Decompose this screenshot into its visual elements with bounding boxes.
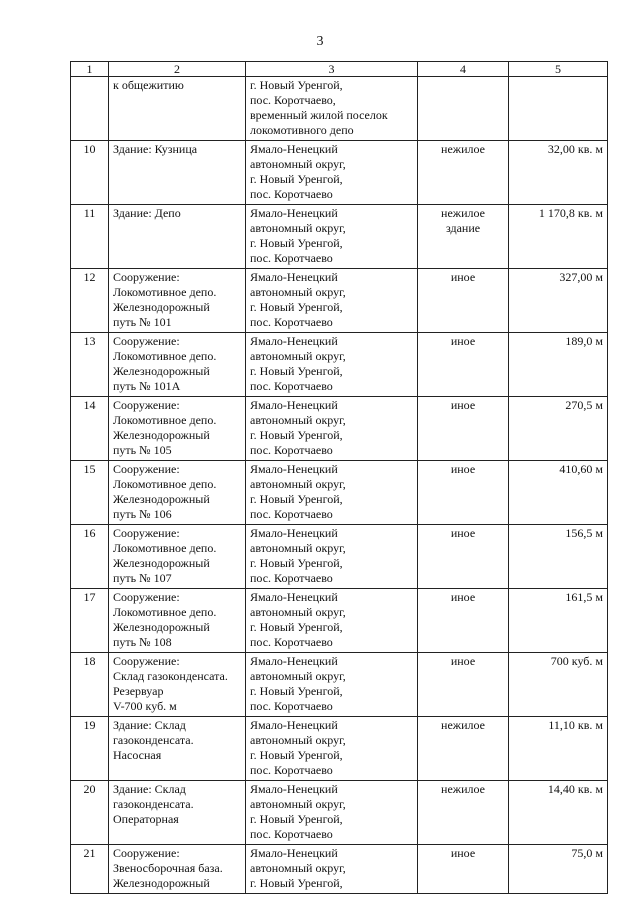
row-number-cell: 13	[71, 333, 109, 397]
table-body	[71, 77, 608, 894]
address-line: Ямало-Ненецкий	[250, 398, 338, 412]
address-line: автономный округ,	[250, 733, 346, 747]
address-line: г. Новый Уренгой,	[250, 300, 343, 314]
column-header: 5	[509, 62, 608, 77]
object-name-line: Сооружение:	[113, 526, 180, 540]
purpose-cell	[418, 845, 509, 894]
address-cell	[246, 397, 418, 461]
object-name-line: путь № 101	[113, 315, 172, 329]
purpose-cell	[418, 653, 509, 717]
row-number-cell: 21	[71, 845, 109, 894]
row-number-cell: 20	[71, 781, 109, 845]
object-name-line: V-700 куб. м	[113, 699, 177, 713]
purpose-line: нежилое	[441, 782, 485, 796]
address-line: пос. Коротчаево	[250, 507, 333, 521]
address-line: Ямало-Ненецкий	[250, 782, 338, 796]
address-line: пос. Коротчаево	[250, 379, 333, 393]
object-name-line: Сооружение:	[113, 846, 180, 860]
address-line: г. Новый Уренгой,	[250, 492, 343, 506]
object-name-cell	[109, 269, 246, 333]
address-line: г. Новый Уренгой,	[250, 620, 343, 634]
row-number-cell: 18	[71, 653, 109, 717]
address-line: пос. Коротчаево	[250, 315, 333, 329]
table-row	[71, 141, 608, 205]
row-number-cell: 16	[71, 525, 109, 589]
column-header: 1	[71, 62, 109, 77]
table-row	[71, 397, 608, 461]
object-name-line: Железнодорожный	[113, 300, 210, 314]
address-line: пос. Коротчаево	[250, 251, 333, 265]
object-name-line: путь № 105	[113, 443, 172, 457]
object-name-cell	[109, 141, 246, 205]
purpose-cell	[418, 77, 509, 141]
object-name-line: Локомотивное депо.	[113, 477, 217, 491]
area-cell	[509, 77, 608, 141]
purpose-cell	[418, 269, 509, 333]
address-line: автономный округ,	[250, 605, 346, 619]
area-cell: 32,00 кв. м	[509, 141, 608, 205]
purpose-line: нежилое	[441, 206, 485, 220]
object-name-line: путь № 108	[113, 635, 172, 649]
purpose-cell	[418, 333, 509, 397]
object-name-line: Локомотивное депо.	[113, 541, 217, 555]
address-line: автономный округ,	[250, 477, 346, 491]
object-name-cell	[109, 205, 246, 269]
object-name-line: Звеносборочная база.	[113, 861, 223, 875]
purpose-line: иное	[450, 526, 476, 540]
row-number-cell: 19	[71, 717, 109, 781]
table-row	[71, 205, 608, 269]
address-line: г. Новый Уренгой,	[250, 364, 343, 378]
address-line: автономный округ,	[250, 349, 346, 363]
address-line: г. Новый Уренгой,	[250, 556, 343, 570]
address-line: Ямало-Ненецкий	[250, 526, 338, 540]
address-line: Ямало-Ненецкий	[250, 206, 338, 220]
object-name-cell	[109, 781, 246, 845]
table-row	[71, 461, 608, 525]
purpose-cell	[418, 461, 509, 525]
address-cell	[246, 717, 418, 781]
purpose-line: иное	[450, 846, 476, 860]
purpose-cell	[418, 525, 509, 589]
address-cell	[246, 653, 418, 717]
purpose-line: иное	[450, 334, 476, 348]
object-name-line: Операторная	[113, 812, 179, 826]
address-line: г. Новый Уренгой,	[250, 812, 343, 826]
table-row	[71, 717, 608, 781]
address-line: пос. Коротчаево,	[250, 93, 336, 107]
address-line: Ямало-Ненецкий	[250, 142, 338, 156]
object-name-cell	[109, 845, 246, 894]
address-line: пос. Коротчаево	[250, 187, 333, 201]
address-line: Ямало-Ненецкий	[250, 270, 338, 284]
purpose-cell	[418, 141, 509, 205]
address-cell	[246, 525, 418, 589]
row-number-cell: 11	[71, 205, 109, 269]
object-name-line: Здание: Депо	[113, 206, 181, 220]
address-line: Ямало-Ненецкий	[250, 334, 338, 348]
object-name-line: Сооружение:	[113, 270, 180, 284]
object-name-cell	[109, 77, 246, 141]
purpose-line: иное	[450, 462, 476, 476]
area-cell: 189,0 м	[509, 333, 608, 397]
object-name-line: Железнодорожный	[113, 556, 210, 570]
object-name-line: Здание: Кузница	[113, 142, 198, 156]
column-header: 4	[418, 62, 509, 77]
address-line: локомотивного депо	[250, 123, 354, 137]
address-line: автономный округ,	[250, 541, 346, 555]
object-name-line: к общежитию	[113, 78, 184, 92]
purpose-cell	[418, 589, 509, 653]
object-name-line: Насосная	[113, 748, 162, 762]
address-cell	[246, 333, 418, 397]
table-row	[71, 269, 608, 333]
address-line: г. Новый Уренгой,	[250, 684, 343, 698]
object-name-line: Железнодорожный	[113, 492, 210, 506]
object-name-cell	[109, 653, 246, 717]
object-name-line: Локомотивное депо.	[113, 413, 217, 427]
object-name-line: Локомотивное депо.	[113, 285, 217, 299]
row-number-cell: 14	[71, 397, 109, 461]
purpose-line: иное	[450, 270, 476, 284]
object-name-cell	[109, 461, 246, 525]
object-name-line: Железнодорожный	[113, 428, 210, 442]
column-header: 3	[246, 62, 418, 77]
address-line: Ямало-Ненецкий	[250, 654, 338, 668]
address-cell	[246, 589, 418, 653]
object-name-line: Сооружение:	[113, 654, 180, 668]
object-name-line: Железнодорожный	[113, 876, 210, 890]
address-cell	[246, 781, 418, 845]
address-cell	[246, 461, 418, 525]
address-line: автономный округ,	[250, 669, 346, 683]
object-name-line: газоконденсата.	[113, 733, 194, 747]
object-name-line: Железнодорожный	[113, 364, 210, 378]
address-line: г. Новый Уренгой,	[250, 172, 343, 186]
area-cell: 270,5 м	[509, 397, 608, 461]
object-name-line: Здание: Склад	[113, 782, 186, 796]
address-line: пос. Коротчаево	[250, 443, 333, 457]
address-line: Ямало-Ненецкий	[250, 718, 338, 732]
address-line: г. Новый Уренгой,	[250, 428, 343, 442]
table-row	[71, 525, 608, 589]
column-header: 2	[109, 62, 246, 77]
object-name-line: газоконденсата.	[113, 797, 194, 811]
address-line: г. Новый Уренгой,	[250, 236, 343, 250]
table-row	[71, 845, 608, 894]
address-line: автономный округ,	[250, 285, 346, 299]
table-row	[71, 77, 608, 141]
table-row	[71, 589, 608, 653]
address-cell	[246, 141, 418, 205]
purpose-cell	[418, 397, 509, 461]
row-number-cell: 15	[71, 461, 109, 525]
area-cell: 327,00 м	[509, 269, 608, 333]
table-row	[71, 781, 608, 845]
purpose-line: иное	[450, 590, 476, 604]
purpose-line: иное	[450, 398, 476, 412]
area-cell: 1 170,8 кв. м	[509, 205, 608, 269]
property-registry-table	[70, 61, 608, 894]
object-name-line: Склад газоконденсата.	[113, 669, 228, 683]
area-cell: 156,5 м	[509, 525, 608, 589]
object-name-line: Локомотивное депо.	[113, 605, 217, 619]
address-line: г. Новый Уренгой,	[250, 78, 343, 92]
table-row	[71, 333, 608, 397]
address-line: г. Новый Уренгой,	[250, 876, 343, 890]
object-name-cell	[109, 397, 246, 461]
area-cell: 14,40 кв. м	[509, 781, 608, 845]
address-line: автономный округ,	[250, 797, 346, 811]
address-line: пос. Коротчаево	[250, 571, 333, 585]
address-line: автономный округ,	[250, 221, 346, 235]
object-name-cell	[109, 333, 246, 397]
object-name-line: Сооружение:	[113, 334, 180, 348]
address-line: Ямало-Ненецкий	[250, 590, 338, 604]
address-cell	[246, 77, 418, 141]
area-cell: 161,5 м	[509, 589, 608, 653]
purpose-line: иное	[450, 654, 476, 668]
row-number-cell: 12	[71, 269, 109, 333]
address-line: автономный округ,	[250, 861, 346, 875]
object-name-line: Сооружение:	[113, 398, 180, 412]
object-name-line: Сооружение:	[113, 590, 180, 604]
address-line: Ямало-Ненецкий	[250, 462, 338, 476]
address-cell	[246, 269, 418, 333]
purpose-cell	[418, 717, 509, 781]
address-line: автономный округ,	[250, 413, 346, 427]
area-cell: 11,10 кв. м	[509, 717, 608, 781]
object-name-line: Локомотивное депо.	[113, 349, 217, 363]
area-cell: 75,0 м	[509, 845, 608, 894]
object-name-line: Сооружение:	[113, 462, 180, 476]
purpose-line: нежилое	[441, 142, 485, 156]
object-name-line: путь № 101А	[113, 379, 181, 393]
address-line: временный жилой поселок	[250, 108, 388, 122]
object-name-line: путь № 106	[113, 507, 172, 521]
address-line: пос. Коротчаево	[250, 699, 333, 713]
address-cell	[246, 205, 418, 269]
page-number: 3	[316, 34, 324, 49]
header-row	[71, 62, 608, 77]
address-line: автономный округ,	[250, 157, 346, 171]
purpose-cell	[418, 781, 509, 845]
object-name-cell	[109, 589, 246, 653]
object-name-line: Резервуар	[113, 684, 164, 698]
address-line: пос. Коротчаево	[250, 827, 333, 841]
row-number-cell: 17	[71, 589, 109, 653]
area-cell: 410,60 м	[509, 461, 608, 525]
object-name-line: путь № 107	[113, 571, 172, 585]
address-cell	[246, 845, 418, 894]
object-name-cell	[109, 525, 246, 589]
area-cell: 700 куб. м	[509, 653, 608, 717]
row-number-cell: 10	[71, 141, 109, 205]
purpose-line: нежилое	[441, 718, 485, 732]
purpose-line: здание	[445, 221, 481, 235]
purpose-cell	[418, 205, 509, 269]
row-number-cell	[71, 77, 109, 141]
object-name-line: Здание: Склад	[113, 718, 186, 732]
address-line: г. Новый Уренгой,	[250, 748, 343, 762]
address-line: пос. Коротчаево	[250, 763, 333, 777]
address-line: пос. Коротчаево	[250, 635, 333, 649]
object-name-line: Железнодорожный	[113, 620, 210, 634]
object-name-cell	[109, 717, 246, 781]
table-row	[71, 653, 608, 717]
address-line: Ямало-Ненецкий	[250, 846, 338, 860]
